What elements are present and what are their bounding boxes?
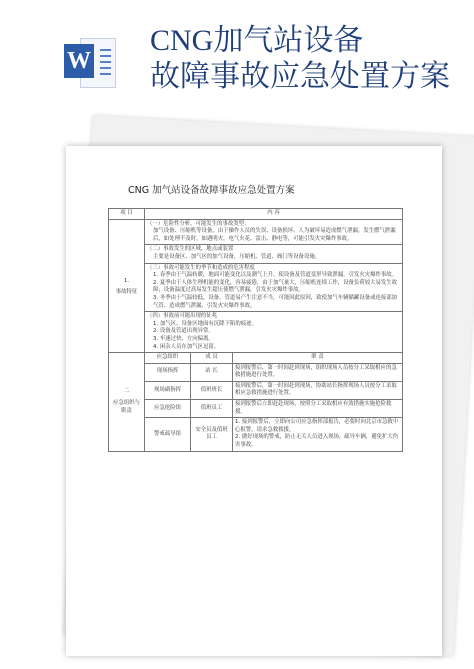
content-line: 加气设备、压缩机等设备，由于操作人员的失误、设备损坏、人为破坏易造成燃气泄漏。发生燃气泄漏后，如处理不及时，如遇明火，电气火花、雷击、静电等，可能引发火灾爆炸事故。 [153, 228, 396, 242]
content-cell [145, 245, 403, 263]
table-row [109, 363, 403, 381]
content-line: （四）事故前可能出现的征兆 [147, 313, 218, 320]
table-row [109, 418, 403, 451]
content-line: 1. 春季由于气温转暖，地面可能变化以及潮气上升，使设备及管道变形导致泄漏，引发火灾爆炸事故。 [153, 272, 398, 279]
word-icon [64, 34, 114, 90]
duty-header: 职 责 [233, 353, 403, 364]
table-row [109, 353, 403, 364]
member-cell: 值班员工 [191, 400, 233, 418]
table-row [109, 381, 403, 399]
table-row [109, 400, 403, 418]
section2-number: 二 [123, 388, 130, 395]
table-row [109, 219, 403, 245]
section2-label: 应急组织与职责 [113, 400, 140, 414]
row-number: 1. [123, 277, 130, 284]
org-cell: 现场指挥 [145, 363, 191, 381]
content-line: （二）事故发生的区域，地点或装置 [147, 246, 234, 253]
plan-table [108, 208, 403, 452]
member-cell: 安全员及值班员工 [191, 418, 233, 451]
table-row [109, 263, 403, 312]
content-line: 3. 车速过快，方向偏离。 [153, 335, 214, 342]
section1-label-cell [109, 219, 145, 353]
org-cell: 警戒疏导组 [145, 418, 191, 451]
content-line: 主要是设备区、加气区的加气设备，压缩机、管道、阀门等设备设施。 [153, 253, 321, 260]
table-row [109, 312, 403, 353]
col-item-header: 项 目 [109, 209, 145, 220]
member-header: 成 员 [191, 353, 233, 364]
content-line: 4. 闲杂人员在加气区逗留。 [153, 343, 220, 350]
content-line: 1. 加气区、设备区地面有沉降下陷的痕迹。 [153, 320, 257, 327]
content-line: 3. 冬季由于气温较低，设备、管道易产生注意不当，可能因此原因，致使加气车辆储罐设备或连接部加气管、造成燃气泄漏，引发火灾爆炸事故。 [153, 294, 398, 309]
table-header-row [109, 209, 403, 220]
content-line: 2. 夏季由于人体生理机能的变化，容易疲倦，由于加气量大，压缩机连续工作，设备负荷较大易发生故障；设备温度过高易发生超压使燃气泄漏，引发火灾爆炸事故。 [153, 279, 398, 294]
section1-label: 事故特征 [115, 289, 138, 296]
duty-cell: 接到报警后，第一时间赶到现场，协助站长指挥现场人员按分工采取相应急救措施进行处置。 [233, 381, 403, 399]
word-letter-icon: W [64, 44, 94, 78]
duty-cell: 1. 接到报警后，立即向公司应急指挥部报告，必要时向北京市急救中心报警，请求急救救援。 2. 做好现场的警戒，防止无关人员进入现场，疏导车辆，避免扩大伤害事故。 [233, 418, 403, 451]
duty-cell: 接到报警后立即赶赴现场，按照分工采取相应有效措施实施抢险救援。 [233, 400, 403, 418]
col-content-header: 内 容 [145, 209, 403, 220]
document-title: CNG 加气站设备故障事故应急处置方案 [128, 185, 295, 196]
document-page [66, 146, 442, 656]
org-cell: 现场副指挥 [145, 381, 191, 399]
content-line: （一）危险性分析，可能发生的事故类型： [147, 220, 250, 227]
org-header: 应急组织 [145, 353, 191, 364]
duty-cell: 接到报警后，第一时间赶到现场，组织现场人员按分工采取相应的急救措施进行处置。 [233, 363, 403, 381]
org-cell: 应急抢险组 [145, 400, 191, 418]
table-row [109, 245, 403, 263]
content-cell [145, 263, 403, 312]
section2-label-cell [109, 353, 145, 452]
content-cell [145, 312, 403, 353]
member-cell: 值班班长 [191, 381, 233, 399]
page-title-line1: CNG加气站设备 [150, 24, 364, 57]
content-line: 2. 设备及管道出现异常。 [153, 328, 214, 335]
content-line: （三）事故可能发生的季节和造成的危害程度 [147, 264, 255, 271]
member-cell: 站 长 [191, 363, 233, 381]
page-title-line2: 故障事故应急处置方案 [150, 60, 450, 93]
content-cell [145, 219, 403, 245]
